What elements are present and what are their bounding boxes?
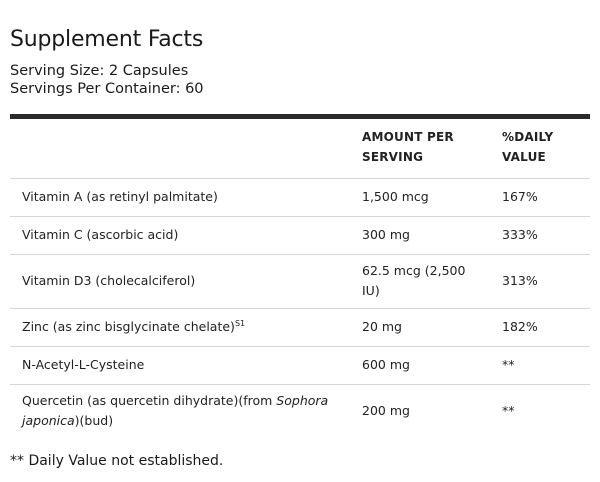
nutrient-name-line2	[22, 411, 352, 431]
nutrient-amount-line1: 62.5 mcg (2,500	[362, 263, 466, 278]
nutrient-daily-value: 167%	[502, 189, 538, 204]
nutrient-amount: 200 mg	[362, 403, 410, 418]
table-row	[10, 255, 590, 309]
nutrient-amount: 20 mg	[362, 319, 402, 334]
amount-header-line2: SERVING	[362, 150, 424, 164]
nutrient-name: Vitamin D3 (cholecalciferol)	[22, 273, 196, 288]
nutrient-name: N-Acetyl-L-Cysteine	[22, 357, 145, 372]
table-row	[10, 179, 590, 217]
footnote: ** Daily Value not established.	[10, 453, 224, 469]
serving-size: Serving Size: 2 Capsules	[10, 63, 189, 79]
nutrient-name	[22, 317, 352, 337]
nutrient-name-text: Quercetin (as quercetin dihydrate)(from	[22, 393, 277, 408]
nutrient-amount: 600 mg	[362, 357, 410, 372]
nutrient-amount-line2: IU)	[362, 283, 380, 298]
amount-header-line1: AMOUNT PER	[362, 130, 454, 144]
nutrient-name: Vitamin A (as retinyl palmitate)	[22, 189, 218, 204]
nutrient-name-italic: japonica	[22, 413, 75, 428]
nutrient-amount: 1,500 mcg	[362, 189, 429, 204]
footnote-superscript: S1	[234, 318, 246, 328]
nutrient-name-line1	[22, 391, 352, 411]
nutrient-amount	[362, 261, 492, 301]
nutrient-daily-value: 333%	[502, 227, 538, 242]
nutrient-amount: 300 mg	[362, 227, 410, 242]
amount-header	[362, 127, 492, 167]
nutrient-daily-value: **	[502, 357, 515, 372]
servings-per-container: Servings Per Container: 60	[10, 81, 204, 97]
nutrient-table	[10, 119, 590, 441]
daily-value-header	[502, 127, 582, 167]
table-row	[10, 385, 590, 441]
daily-header-line1: %DAILY	[502, 130, 554, 144]
table-header-row	[10, 119, 590, 179]
nutrient-daily-value: 182%	[502, 319, 538, 334]
nutrient-name-italic: Sophora	[276, 393, 329, 408]
table-row	[10, 309, 590, 347]
nutrient-daily-value: 313%	[502, 273, 538, 288]
nutrient-name-text: Zinc (as zinc bisglycinate chelate)	[22, 319, 235, 334]
daily-header-line2: VALUE	[502, 150, 546, 164]
table-row	[10, 347, 590, 385]
nutrient-daily-value: **	[502, 403, 515, 418]
nutrient-name: Vitamin C (ascorbic acid)	[22, 227, 179, 242]
panel-title: Supplement Facts	[10, 27, 204, 52]
nutrient-name	[22, 391, 352, 431]
nutrient-name-text: )(bud)	[74, 413, 114, 428]
table-row	[10, 217, 590, 255]
